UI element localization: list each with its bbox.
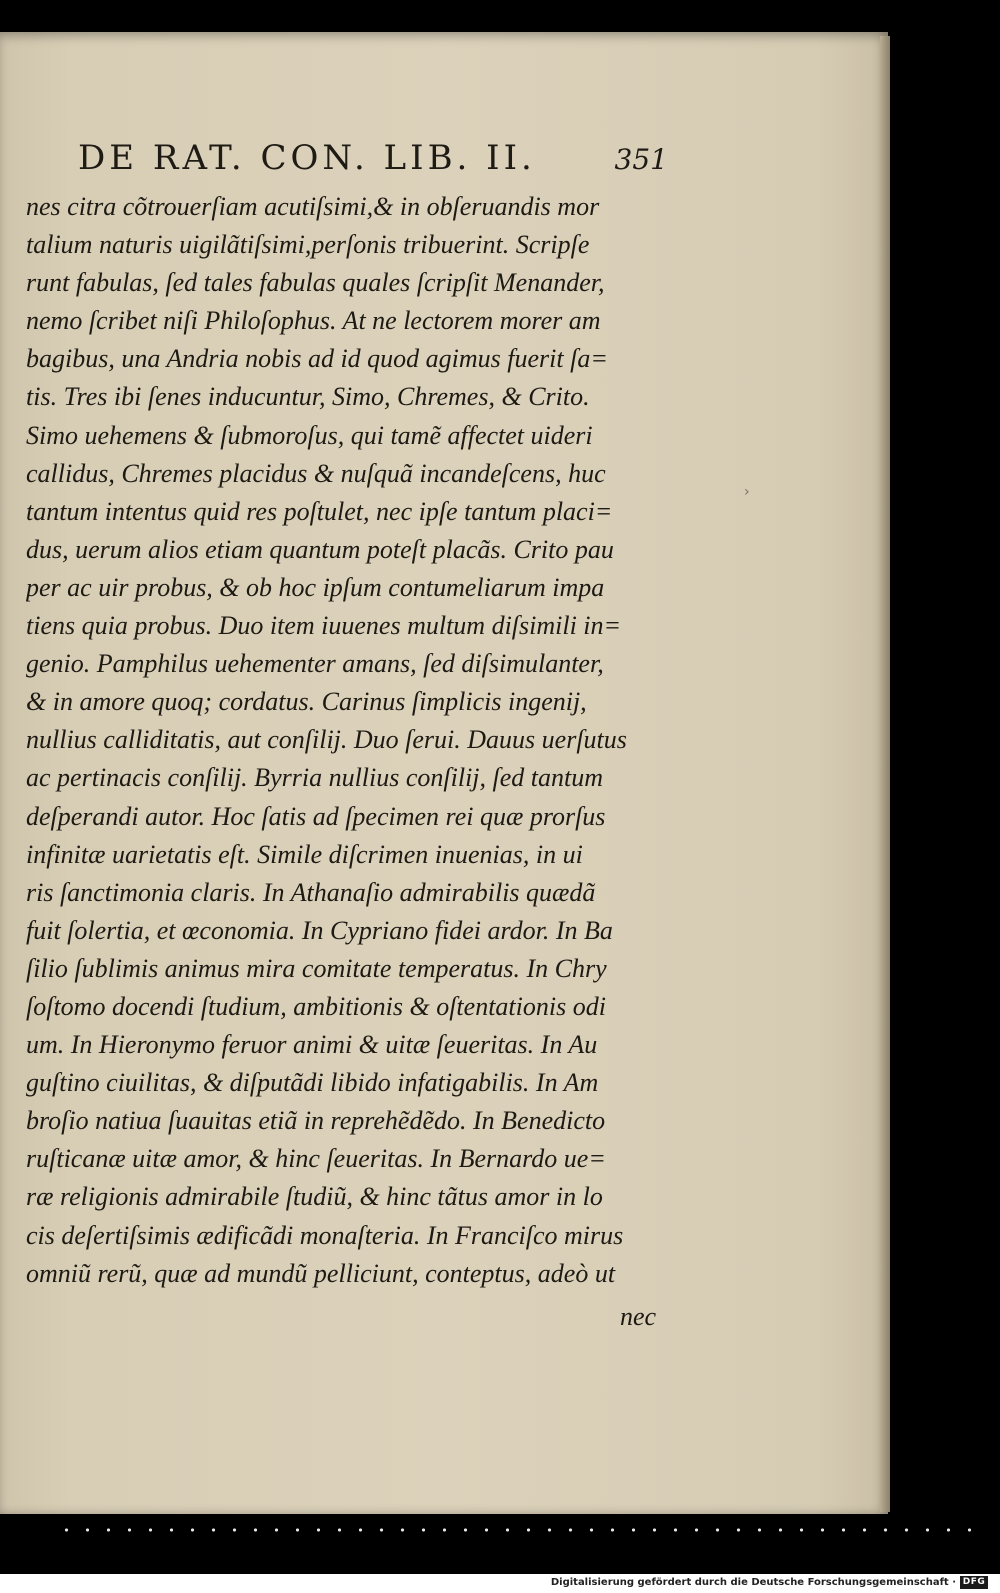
text-line: ris ſanctimonia claris. In Athanaſio admirabilis quædã: [26, 877, 596, 907]
running-head: [78, 138, 668, 182]
text-line: fuit ſolertia, et œconomia. In Cypriano fidei ardor. In Ba: [26, 915, 613, 945]
text-line: talium naturis uigilãtiſsimi,perſonis tribuerint. Scripſe: [26, 230, 590, 260]
text-line: runt fabulas, ſed tales fabulas quales ſcripſit Menander,: [26, 268, 605, 298]
text-line: cis deſertiſsimis ædificãdi monaſteria. In Franciſco mirus: [26, 1220, 624, 1250]
text-line: omniũ rerũ, quæ ad mundũ pelliciunt, conteptus, adeò ut: [26, 1258, 616, 1288]
text-line: ruſticanæ uitæ amor, & hinc ſeueritas. In Bernardo ue=: [26, 1144, 606, 1174]
text-line: um. In Hieronymo feruor animi & uitæ ſeueritas. In Au: [26, 1030, 598, 1060]
page-edge: [880, 36, 890, 1512]
text-line: ſilio ſublimis animus mira comitate temperatus. In Chry: [26, 953, 607, 983]
body-text: [26, 188, 676, 1293]
text-line: per ac uir probus, & ob hoc ipſum contumeliarum impa: [26, 572, 605, 602]
funding-notice: Digitalisierung gefördert durch die Deutsche Forschungsgemeinschaft ·: [550, 1577, 956, 1588]
text-line: tis. Tres ibi ſenes inducuntur, Simo, Chremes, & Crito.: [26, 382, 590, 412]
text-line: dus, uerum alios etiam quantum poteſt placãs. Crito pau: [26, 534, 614, 564]
perforation-dots: [56, 1528, 976, 1532]
text-line: nemo ſcribet niſi Philoſophus. At ne lectorem morer am: [26, 306, 601, 336]
text-line: Simo uehemens & ſubmoroſus, qui tamẽ affectet uideri: [26, 420, 593, 450]
text-line: & in amore quoq; cordatus. Carinus ſimplicis ingenij,: [26, 687, 587, 717]
catchword: nec: [620, 1302, 657, 1331]
text-line: infinitæ uarietatis eſt. Simile diſcrimen inuenias, in ui: [26, 839, 583, 869]
text-line: nes citra cõtrouerſiam acutiſsimi,& in obſeruandis mor: [26, 192, 600, 221]
dfg-logo-icon: DFG: [960, 1576, 988, 1589]
text-line: callidus, Chremes placidus & nuſquã incandeſcens, huc: [26, 458, 606, 488]
page-number: 351: [614, 143, 668, 176]
text-line: ræ religionis admirabile ſtudiũ, & hinc tãtus amor in lo: [26, 1182, 603, 1212]
text-line: bagibus, una Andria nobis ad id quod agimus fuerit ſa=: [26, 344, 608, 374]
text-line: tantum intentus quid res poſtulet, nec ipſe tantum placi=: [26, 496, 613, 526]
text-line: tiens quia probus. Duo item iuuenes multum diſsimili in=: [26, 611, 622, 641]
running-title: DE RAT. CON. LIB. II.: [78, 138, 536, 178]
text-line: ſoſtomo docendi ſtudium, ambitionis & oſtentationis odi: [26, 991, 606, 1021]
paper-mark: ›: [744, 484, 750, 500]
text-line: nullius calliditatis, aut conſilij. Duo ſerui. Dauus uerſutus: [26, 725, 627, 755]
text-line: genio. Pamphilus uehementer amans, ſed diſsimulanter,: [26, 649, 604, 679]
text-line: deſperandi autor. Hoc ſatis ad ſpecimen rei quæ prorſus: [26, 801, 606, 831]
text-line: guſtino ciuilitas, & diſputãdi libido infatigabilis. In Am: [26, 1068, 599, 1098]
text-line: broſio natiua ſuauitas etiã in reprehẽdẽdo. In Benedicto: [26, 1106, 606, 1136]
text-line: ac pertinacis conſilij. Byrria nullius conſilij, ſed tantum: [26, 763, 604, 793]
